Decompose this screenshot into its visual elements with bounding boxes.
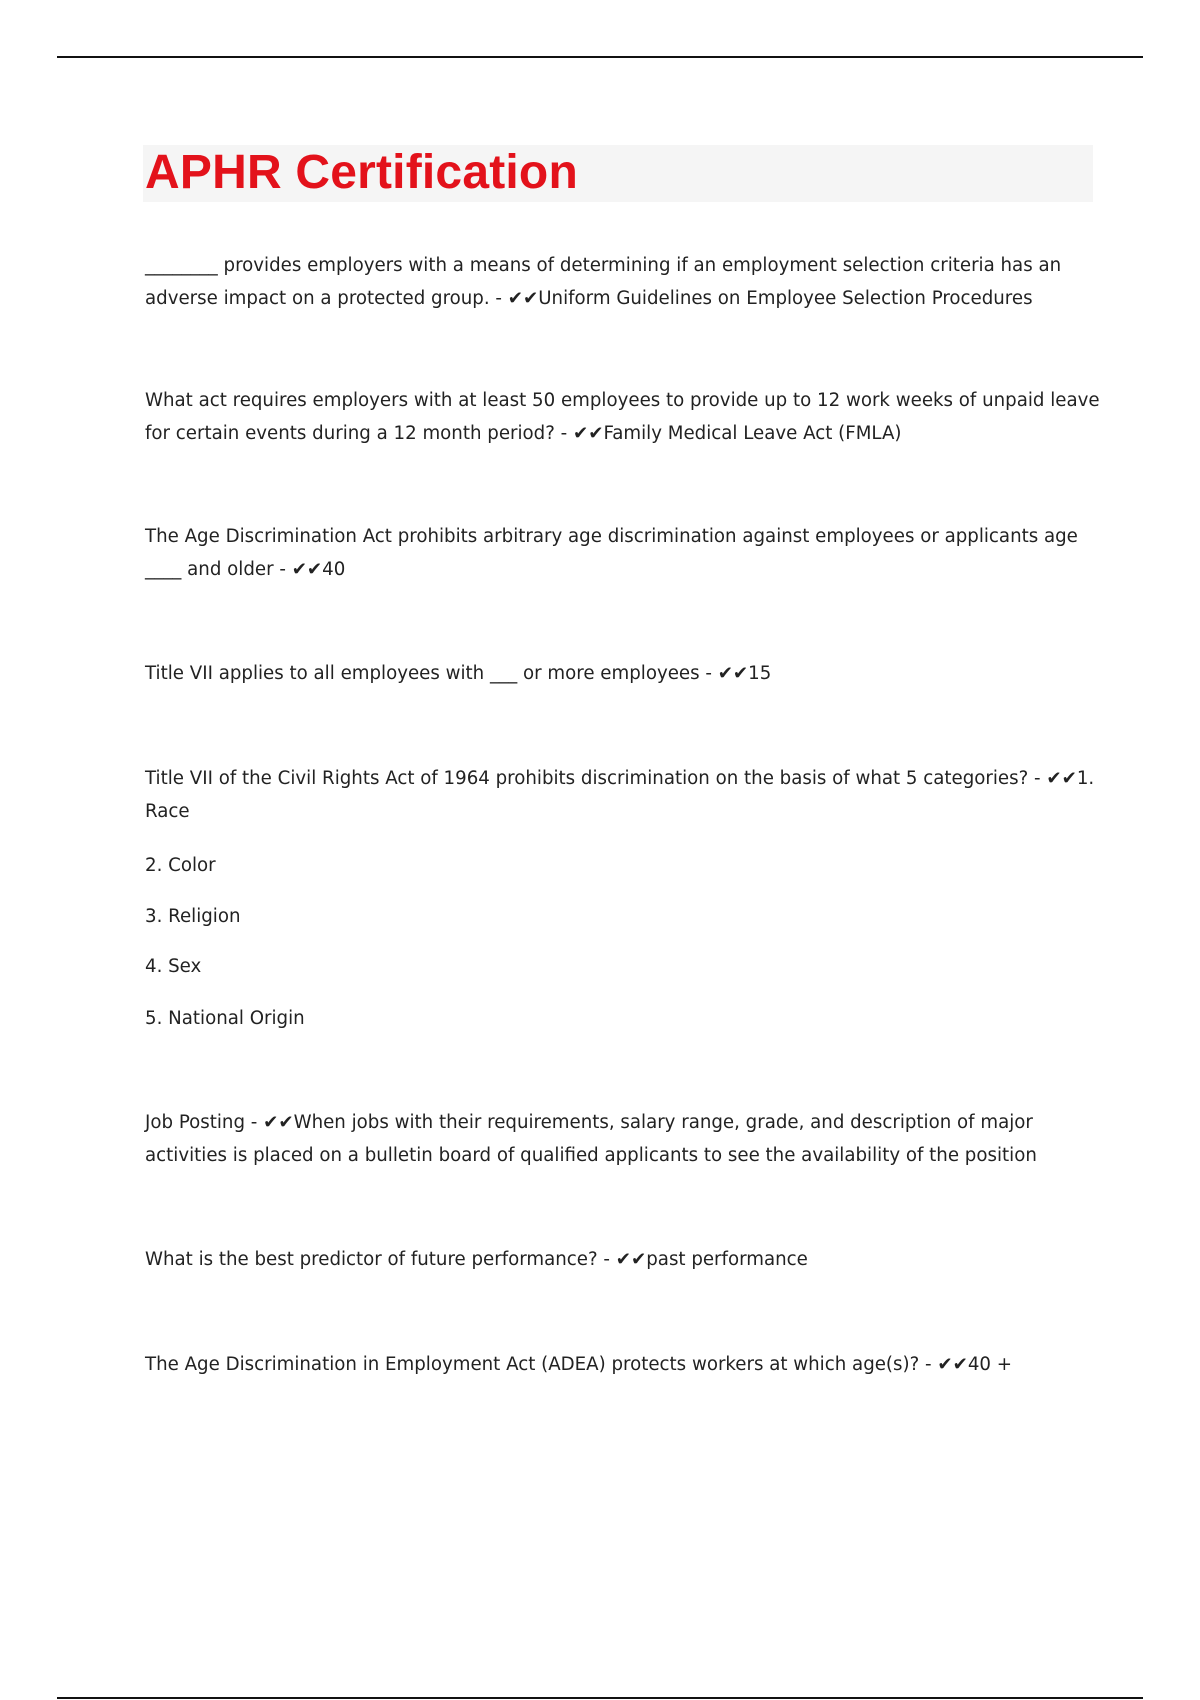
- qa-entry-3: [145, 520, 1105, 586]
- question-text: What act requires employers with at least 50 employees to provide up to 12 work weeks of unpaid leave for certain events during a 12 month period?: [145, 390, 1100, 444]
- list-item: 4. Sex: [145, 956, 202, 977]
- qa-entry-5: [145, 762, 1105, 828]
- answer-separator: - ✔✔: [699, 663, 749, 684]
- answer-text: past performance: [646, 1249, 808, 1270]
- answer-text: 1. Race: [145, 768, 1095, 822]
- answer-separator: - ✔✔: [273, 559, 323, 580]
- question-text: What is the best predictor of future performance?: [145, 1249, 598, 1270]
- answer-text: 40 +: [967, 1354, 1013, 1375]
- question-text: The Age Discrimination Act prohibits arbitrary age discrimination against employees or applicants age ____ and older: [145, 526, 1078, 580]
- answer-separator: - ✔✔: [597, 1249, 647, 1270]
- answer-separator: - ✔✔: [245, 1112, 294, 1133]
- question-text: Title VII applies to all employees with ___ or more employees: [145, 663, 700, 684]
- question-text: The Age Discrimination in Employment Act (ADEA) protects workers at which age(s)?: [145, 1354, 920, 1375]
- answer-separator: - ✔✔: [1028, 768, 1077, 789]
- answer-text: Uniform Guidelines on Employee Selection Procedures: [538, 288, 1033, 309]
- qa-entry-8: [145, 1348, 1105, 1381]
- qa-entry-2: [145, 384, 1105, 450]
- answer-separator: - ✔✔: [919, 1354, 968, 1375]
- list-item: 5. National Origin: [145, 1008, 305, 1029]
- answer-text: Family Medical Leave Act (FMLA): [603, 423, 902, 444]
- qa-entry-1: [145, 249, 1105, 315]
- answer-separator: - ✔✔: [489, 288, 539, 309]
- question-text: Job Posting: [145, 1112, 245, 1133]
- list-item: 2. Color: [145, 855, 216, 876]
- qa-entry-7: [145, 1243, 1105, 1276]
- question-text: ________ provides employers with a means of determining if an employment selection criteria has an adverse impact on a protected group.: [145, 255, 1062, 309]
- answer-text: 15: [748, 663, 772, 684]
- question-text: Title VII of the Civil Rights Act of 1964 prohibits discrimination on the basis of what 5 categories?: [145, 768, 1029, 789]
- qa-entry-6: [145, 1106, 1105, 1172]
- header-rule: [57, 56, 1143, 58]
- answer-separator: - ✔✔: [554, 423, 604, 444]
- footer-rule: [57, 1697, 1143, 1699]
- list-item: 3. Religion: [145, 906, 241, 927]
- answer-text: 40: [322, 559, 346, 580]
- qa-entry-4: [145, 657, 1105, 690]
- document-title: APHR Certification: [145, 146, 578, 199]
- answer-text: When jobs with their requirements, salary range, grade, and description of major activities is placed on a bulletin board of qualified applicants to see the availability of the position: [145, 1112, 1037, 1166]
